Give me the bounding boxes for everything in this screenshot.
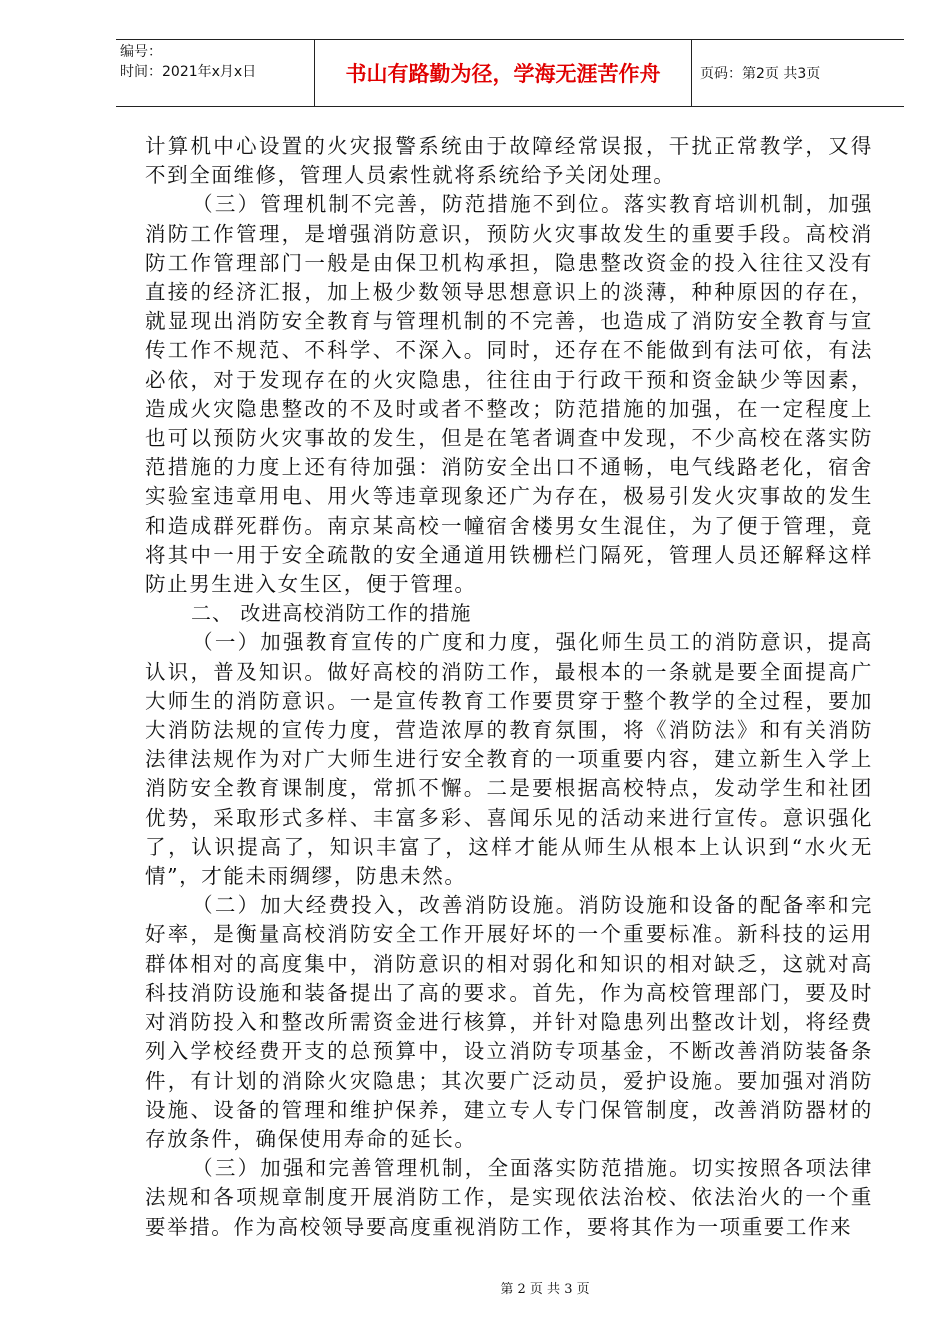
paragraph-measure-3: （三）加强和完善管理机制，全面落实防范措施。切实按照各项法律法规和各项规章制度开展消防工作，是实现依法治校、依法治火的一个重要举措。作为高校领导要高度重视消防工作，要将其作为一项重要工作来 — [145, 1156, 873, 1239]
header-page-code: 页码：第2页 共3页 — [700, 66, 821, 82]
page-header — [116, 39, 904, 107]
document-time-label: 时间：2021年x月x日 — [120, 64, 257, 80]
document-number-label: 编号： — [120, 44, 162, 60]
document-body — [145, 132, 873, 1242]
header-meta — [116, 40, 314, 106]
paragraph-continuation: 计算机中心设置的火灾报警系统由于故障经常误报，干扰正常教学，又得不到全面维修，管理人员索性就将系统给予关闭处理。 — [145, 134, 873, 188]
paragraph-measure-1: （一）加强教育宣传的广度和力度，强化师生员工的消防意识，提高认识，普及知识。做好高校的消防工作，最根本的一条就是要全面提高广大师生的消防意识。一是宣传教育工作要贯穿于整个教学的全过程，要加大消防法规的宣传力度，营造浓厚的教育氛围，将《消防法》和有关消防法律法规作为对广大师生进行安全教育的一项重要内容，建立新生入学上消防安全教育课制度，常抓不懈。二是要根据高校特点，发动学生和社团优势，采取形式多样、丰富多彩、喜闻乐见的活动来进行宣传。意识强化了，认识提高了，知识丰富了，这样才能从师生从根本上认识到“水火无情”，才能未雨绸缪，防患未然。 — [145, 630, 873, 889]
paragraph-management-issue: （三）管理机制不完善，防范措施不到位。落实教育培训机制，加强消防工作管理，是增强消防意识，预防火灾事故发生的重要手段。高校消防工作管理部门一般是由保卫机构承担，隐患整改资金的投入往往又没有直接的经济汇报，加上极少数领导思想意识上的淡薄，种种原因的存在，就显现出消防安全教育与管理机制的不完善，也造成了消防安全教育与宣传工作不规范、不科学、不深入。同时，还存在不能做到有法可依，有法必依，对于发现存在的火灾隐患，往往由于行政干预和资金缺少等因素，造成火灾隐患整改的不及时或者不整改；防范措施的加强，在一定程度上也可以预防火灾事故的发生，但是在笔者调查中发现，不少高校在落实防范措施的力度上还有待加强：消防安全出口不通畅，电气线路老化，宿舍实验室违章用电、用火等违章现象还广为存在，极易引发火灾事故的发生和造成群死群伤。南京某高校一幢宿舍楼男女生混住，为了便于管理，竟将其中一用于安全疏散的安全通道用铁栅栏门隔死，管理人员还解释这样防止男生进入女生区，便于管理。 — [145, 192, 873, 597]
page-footer: 第 2 页 共 3 页 — [500, 1282, 590, 1297]
header-motto: 书山有路勤为径，学海无涯苦作舟 — [314, 40, 692, 106]
paragraph-measure-2: （二）加大经费投入，改善消防设施。消防设施和设备的配备率和完好率，是衡量高校消防安全工作开展好坏的一个重要标准。新科技的运用群体相对的高度集中，消防意识的相对弱化和知识的相对缺乏，这就对高科技消防设施和装备提出了高的要求。首先，作为高校管理部门，要及时对消防投入和整改所需资金进行核算，并针对隐患列出整改计划，将经费列入学校经费开支的总预算中，设立消防专项基金，不断改善消防装备条件，有计划的消除火灾隐患；其次要广泛动员，爱护设施。要加强对消防设施、设备的管理和维护保养，建立专人专门保管制度，改善消防器材的存放条件，确保使用寿命的延长。 — [145, 893, 873, 1151]
section-heading: 二、 改进高校消防工作的措施 — [191, 601, 472, 626]
